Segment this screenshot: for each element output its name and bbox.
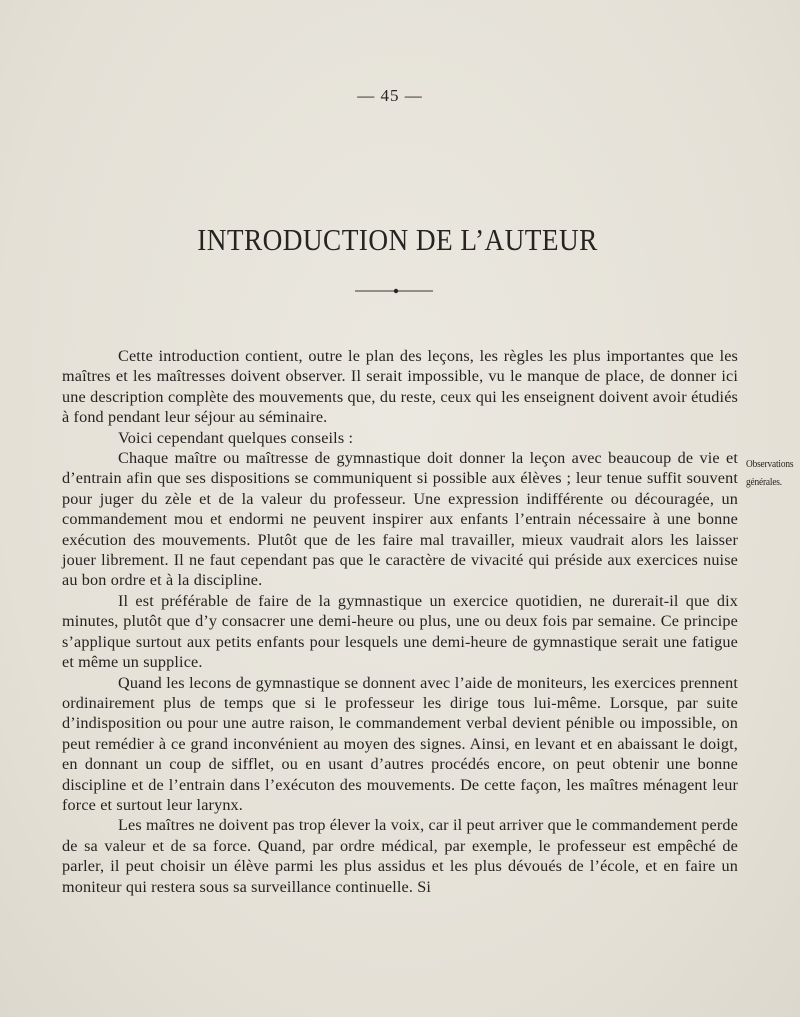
title-ornament <box>355 286 433 296</box>
page-number: — 45 — <box>357 86 423 105</box>
paragraph: Quand les lecons de gymnastique se donnent avec l’aide de moniteurs, les exercices prennent ordinairement plus de temps que si le professeur les dirige tous lui-même. Lorsque, par suite d’indisposition ou pour une autre raison, le commandement verbal devient pénible ou impossible, on peut remédier à ce grand inconvénient au moyen des signes. Ainsi, en levant et en abaissant le doigt, en donnant un coup de sifflet, ou en usant d’autres procédés encore, on peut obtenir une bonne discipline et de l’entrain dans l’exécuton des mouvements. De cette façon, les maîtres ménagent leur force et surtout leur larynx. <box>62 673 738 814</box>
paragraph: Voici cependant quelques conseils : <box>118 428 354 447</box>
paragraph: Chaque maître ou maîtresse de gymnastique doit donner la leçon avec beaucoup de vie et d’entrain afin que ses dispositions se communiquent si possible aux élèves ; leur tenue suffit souvent pour juger du zèle et de la valeur du professeur. Une expression indifférente ou découragée, un commandement mou et endormi ne peuvent inspirer aux enfants l’entrain nécessaire à une bonne exécution des mouvements. Plutôt que de les faire mal travailler, mieux vaudrait alors les laisser jouer librement. Il ne faut cependant pas que le caractère de vivacité qui préside aux exercices nuise au bon ordre et à la discipline. <box>62 449 738 590</box>
margin-note-line: générales. <box>746 476 782 488</box>
paragraph: Il est préférable de faire de la gymnastique un exercice quotidien, ne durerait-il que dix minutes, plutôt que d’y consacrer une demi-heure ou plus, une ou deux fois par semaine. Ce principe s’applique surtout aux petits enfants pour lesquels une demi-heure de gymnastique serait une fatigue et même un supplice. <box>62 591 738 672</box>
body-text <box>62 346 738 897</box>
paragraph: Cette introduction contient, outre le plan des leçons, les règles les plus importantes que les maîtres et les maîtresses doivent observer. Il serait impossible, vu le manque de place, de donner ici une description complète des mouvements que, du reste, ceux qui les enseignent doivent avoir étudiés à fond pendant leur séjour au séminaire. <box>62 347 738 427</box>
margin-note <box>746 455 792 491</box>
margin-note-line: Observations <box>746 458 794 470</box>
chapter-title: INTRODUCTION DE L’AUTEUR <box>197 222 598 257</box>
paragraph: Les maîtres ne doivent pas trop élever la voix, car il peut arriver que le commandement perde de sa valeur et de sa force. Quand, par ordre médical, par exemple, le professeur est empêché de parler, il peut choisir un élève parmi les plus assidus et les plus dévoués de l’école, et en faire un moniteur qui restera sous sa surveillance continuelle. Si <box>62 816 738 896</box>
